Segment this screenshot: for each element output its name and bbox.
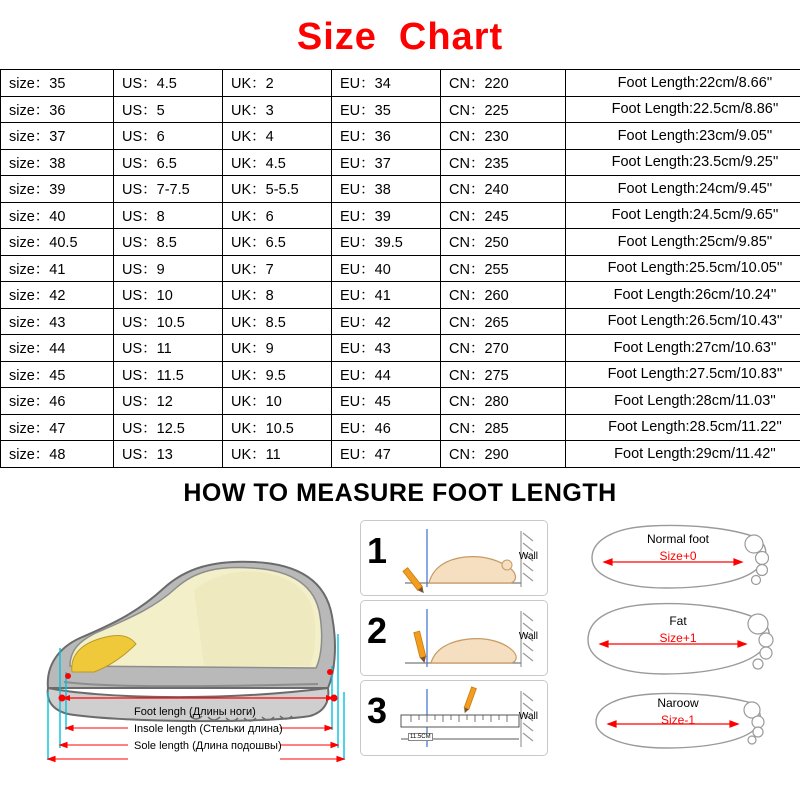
page-title-part2: Chart [398, 16, 504, 58]
cell-us: US：6 [114, 123, 223, 150]
narrow-foot-label: Naroow [657, 695, 699, 710]
fat-foot-label: Fat [669, 613, 687, 628]
measurement-illustrations [0, 516, 800, 766]
cell-cn: CN：265 [441, 308, 566, 335]
cell-size: size：36 [1, 96, 114, 123]
foot-type-fat [566, 600, 790, 678]
cell-uk: UK：6.5 [223, 229, 332, 256]
cell-uk: UK：4.5 [223, 149, 332, 176]
step-1-wall-label: Wall [518, 550, 538, 562]
cell-us: US：4.5 [114, 70, 223, 97]
measure-step-2 [360, 600, 548, 676]
table-row [1, 202, 800, 229]
foot-type-normal [566, 518, 790, 596]
cell-foot-length: Foot Length:26.5cm/10.43'' [566, 308, 800, 335]
cell-foot-length: Foot Length:27.5cm/10.83'' [566, 361, 800, 388]
cell-size: size：48 [1, 441, 114, 468]
shoe-measure-labels [134, 704, 354, 755]
cell-size: size：40.5 [1, 229, 114, 256]
cell-size: size：37 [1, 123, 114, 150]
cell-uk: UK：7 [223, 255, 332, 282]
cell-uk: UK：6 [223, 202, 332, 229]
cell-eu: EU：41 [332, 282, 441, 309]
measure-step-3 [360, 680, 548, 756]
step-1-number: 1 [367, 529, 388, 571]
cell-uk: UK：2 [223, 70, 332, 97]
cell-foot-length: Foot Length:25cm/9.85'' [566, 229, 800, 256]
cell-size: size：43 [1, 308, 114, 335]
table-row [1, 255, 800, 282]
cell-us: US：8.5 [114, 229, 223, 256]
cell-cn: CN：285 [441, 414, 566, 441]
cell-us: US：10.5 [114, 308, 223, 335]
table-row [1, 149, 800, 176]
cell-size: size：44 [1, 335, 114, 362]
cell-eu: EU：39 [332, 202, 441, 229]
shoe-label-insole-length: Insole length (Стельки длина) [134, 722, 283, 735]
cell-us: US：12 [114, 388, 223, 415]
foot-type-narrow [566, 682, 790, 760]
step-2-wall-label: Wall [518, 630, 538, 642]
cell-us: US：12.5 [114, 414, 223, 441]
cell-eu: EU：40 [332, 255, 441, 282]
cell-uk: UK：8 [223, 282, 332, 309]
cell-size: size：41 [1, 255, 114, 282]
cell-foot-length: Foot Length:24cm/9.45'' [566, 176, 800, 203]
size-chart-table [0, 69, 800, 468]
measure-steps-panel [360, 520, 550, 760]
cell-uk: UK：9.5 [223, 361, 332, 388]
cell-size: size：38 [1, 149, 114, 176]
normal-foot-size: Size+0 [659, 548, 697, 563]
step-3-number: 3 [367, 689, 388, 731]
how-to-measure-heading: HOW TO MEASURE FOOT LENGTH [183, 478, 617, 507]
cell-size: size：46 [1, 388, 114, 415]
cell-eu: EU：45 [332, 388, 441, 415]
cell-eu: EU：47 [332, 441, 441, 468]
cell-us: US：7-7.5 [114, 176, 223, 203]
cell-eu: EU：34 [332, 70, 441, 97]
page-title-part1: Size [296, 16, 377, 58]
cell-eu: EU：38 [332, 176, 441, 203]
cell-cn: CN：260 [441, 282, 566, 309]
cell-uk: UK：9 [223, 335, 332, 362]
cell-size: size：47 [1, 414, 114, 441]
shoe-label-foot-length: Foot lengh (Длины ноги) [134, 705, 256, 718]
table-row [1, 388, 800, 415]
cell-size: size：35 [1, 70, 114, 97]
cell-cn: CN：235 [441, 149, 566, 176]
cell-uk: UK：4 [223, 123, 332, 150]
table-row [1, 229, 800, 256]
cell-us: US：9 [114, 255, 223, 282]
measure-step-1 [360, 520, 548, 596]
table-row [1, 70, 800, 97]
cell-foot-length: Foot Length:28cm/11.03'' [566, 388, 800, 415]
table-row [1, 441, 800, 468]
cell-eu: EU：43 [332, 335, 441, 362]
step-3-ruler-mark: 11.5CM [410, 733, 431, 740]
table-row [1, 361, 800, 388]
normal-foot-label: Normal foot [646, 531, 710, 546]
cell-eu: EU：39.5 [332, 229, 441, 256]
cell-cn: CN：225 [441, 96, 566, 123]
cell-cn: CN：220 [441, 70, 566, 97]
table-row [1, 282, 800, 309]
table-row [1, 176, 800, 203]
cell-cn: CN：240 [441, 176, 566, 203]
cell-cn: CN：270 [441, 335, 566, 362]
cell-us: US：13 [114, 441, 223, 468]
cell-size: size：39 [1, 176, 114, 203]
cell-cn: CN：230 [441, 123, 566, 150]
cell-cn: CN：275 [441, 361, 566, 388]
cell-eu: EU：42 [332, 308, 441, 335]
cell-us: US：11 [114, 335, 223, 362]
cell-foot-length: Foot Length:23cm/9.05'' [566, 123, 800, 150]
cell-eu: EU：44 [332, 361, 441, 388]
cell-size: size：40 [1, 202, 114, 229]
cell-foot-length: Foot Length:28.5cm/11.22'' [566, 414, 800, 441]
shoe-label-sole-length: Sole length (Длина подошвы) [134, 739, 282, 752]
cell-size: size：42 [1, 282, 114, 309]
step-2-number: 2 [367, 609, 388, 651]
cell-foot-length: Foot Length:24.5cm/9.65'' [566, 202, 800, 229]
foot-width-panel [566, 516, 792, 766]
cell-cn: CN：255 [441, 255, 566, 282]
cell-eu: EU：35 [332, 96, 441, 123]
cell-foot-length: Foot Length:29cm/11.42'' [566, 441, 800, 468]
cell-us: US：10 [114, 282, 223, 309]
cell-uk: UK：5-5.5 [223, 176, 332, 203]
cell-foot-length: Foot Length:27cm/10.63'' [566, 335, 800, 362]
cell-us: US：8 [114, 202, 223, 229]
cell-eu: EU：46 [332, 414, 441, 441]
cell-eu: EU：37 [332, 149, 441, 176]
table-row [1, 96, 800, 123]
cell-size: size：45 [1, 361, 114, 388]
cell-uk: UK：8.5 [223, 308, 332, 335]
fat-foot-size: Size+1 [659, 630, 697, 645]
table-row [1, 308, 800, 335]
cell-foot-length: Foot Length:26cm/10.24'' [566, 282, 800, 309]
step-3-wall-label: Wall [518, 710, 538, 722]
narrow-foot-size: Size-1 [660, 712, 695, 727]
page-title [0, 0, 800, 69]
cell-eu: EU：36 [332, 123, 441, 150]
table-row [1, 123, 800, 150]
table-row [1, 335, 800, 362]
cell-uk: UK：10.5 [223, 414, 332, 441]
cell-cn: CN：250 [441, 229, 566, 256]
cell-foot-length: Foot Length:22cm/8.66'' [566, 70, 800, 97]
cell-foot-length: Foot Length:23.5cm/9.25'' [566, 149, 800, 176]
cell-cn: CN：280 [441, 388, 566, 415]
cell-foot-length: Foot Length:22.5cm/8.86'' [566, 96, 800, 123]
cell-us: US：11.5 [114, 361, 223, 388]
cell-uk: UK：10 [223, 388, 332, 415]
shoe-cross-section-diagram [18, 516, 348, 764]
cell-cn: CN：290 [441, 441, 566, 468]
table-row [1, 414, 800, 441]
cell-uk: UK：3 [223, 96, 332, 123]
cell-uk: UK：11 [223, 441, 332, 468]
cell-us: US：6.5 [114, 149, 223, 176]
cell-foot-length: Foot Length:25.5cm/10.05'' [566, 255, 800, 282]
cell-cn: CN：245 [441, 202, 566, 229]
cell-us: US：5 [114, 96, 223, 123]
